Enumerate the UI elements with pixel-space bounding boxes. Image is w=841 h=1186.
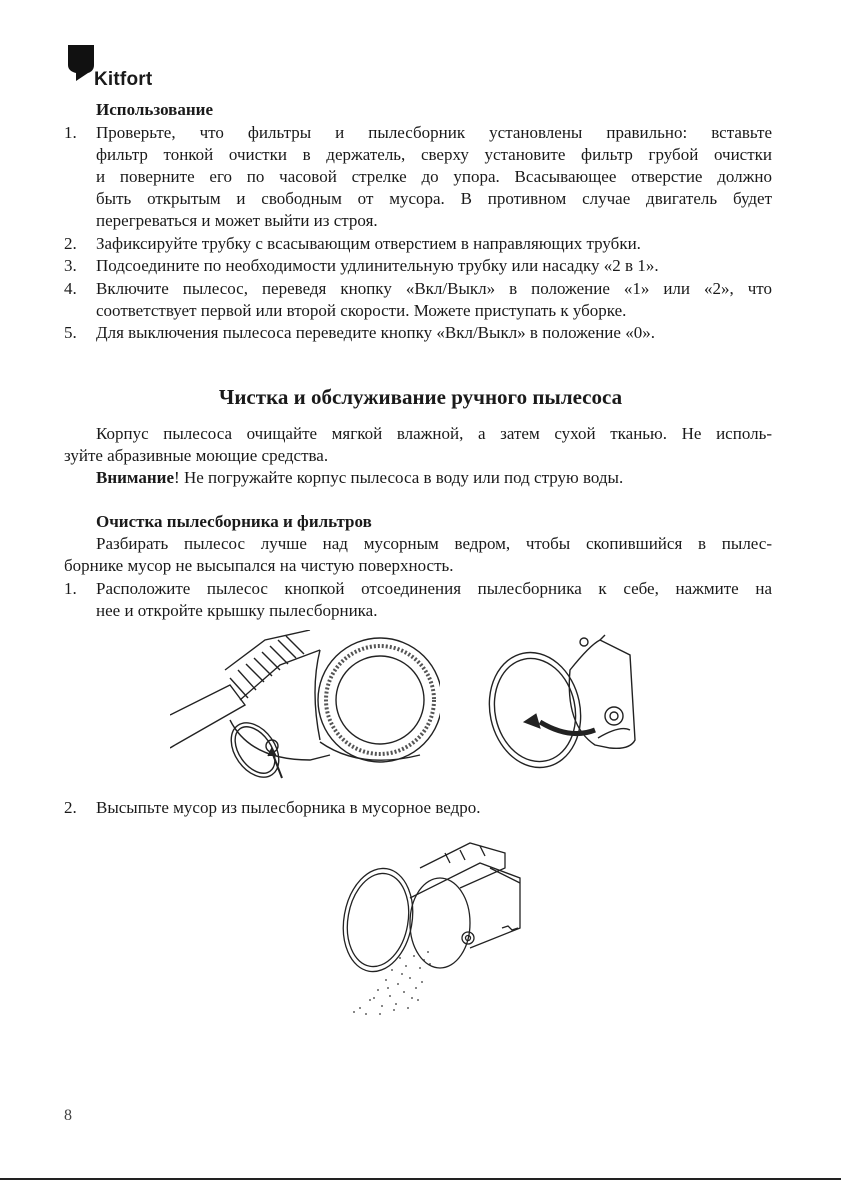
usage-item-line: Для выключения пылесоса переведите кнопку «Вкл/Выкл» в положение «0».	[96, 323, 655, 342]
usage-item-line: и поверните его по часовой стрелке до упора. Всасывающее отверстие должно	[96, 167, 772, 186]
dust-emptying-illustration	[330, 838, 530, 1018]
usage-item-line: Зафиксируйте трубку с всасывающим отверстием в направляющих трубки.	[96, 234, 641, 253]
paragraph-line: Корпус пылесоса очищайте мягкой влажной, а затем сухой тканью. Не исполь-	[96, 424, 772, 443]
step-number: 2.	[64, 798, 77, 817]
usage-item-number: 2.	[64, 234, 77, 253]
paragraph-line: борнике мусор не высыпался на чистую поверхность.	[64, 556, 454, 575]
brand-logo	[66, 43, 186, 95]
usage-item-line: перегреваться и может выйти из строя.	[96, 211, 378, 230]
usage-item-line: фильтр тонкой очистки в держатель, сверху установите фильтр грубой очистки	[96, 145, 772, 164]
brand-name: Kitfort	[94, 69, 153, 90]
warning-label: Внимание	[96, 468, 175, 487]
usage-item-line: быть открытым и свободным от мусора. В противном случае двигатель будет	[96, 189, 772, 208]
page-number: 8	[64, 1107, 72, 1124]
usage-item-number: 5.	[64, 323, 77, 342]
sub-heading: Очистка пылесборника и фильтров	[96, 512, 372, 531]
step-line: Расположите пылесос кнопкой отсоединения пылесборника к себе, нажмите на	[96, 579, 772, 598]
section-title: Чистка и обслуживание ручного пылесоса	[218, 385, 623, 409]
container-opening-illustration	[480, 630, 640, 785]
paragraph-line: Разбирать пылесос лучше над мусорным ведром, чтобы скопившийся в пылес-	[96, 534, 772, 553]
warning-text: ! Не погружайте корпус пылесоса в воду или под струю воды.	[174, 468, 624, 487]
usage-item-line: Подсоедините по необходимости удлинительную трубку или насадку «2 в 1».	[96, 256, 659, 275]
usage-heading: Использование	[96, 100, 213, 119]
footer-rule	[0, 1178, 841, 1180]
usage-item-number: 3.	[64, 256, 77, 275]
step-number: 1.	[64, 579, 77, 598]
step-line: Высыпьте мусор из пылесборника в мусорное ведро.	[96, 798, 481, 817]
usage-item-number: 4.	[64, 279, 77, 298]
usage-item-number: 1.	[64, 123, 77, 142]
paragraph-line: зуйте абразивные моющие средства.	[64, 446, 329, 465]
usage-item-line: Проверьте, что фильтры и пылесборник установлены правильно: вставьте	[96, 123, 772, 142]
step-line: нее и откройте крышку пылесборника.	[96, 601, 378, 620]
logo-mark-icon	[66, 43, 96, 83]
usage-item-line: Включите пылесос, переведя кнопку «Вкл/Выкл» в положение «1» или «2», что	[96, 279, 772, 298]
usage-item-line: соответствует первой или второй скорости. Можете приступать к уборке.	[96, 301, 627, 320]
vacuum-open-button-illustration	[170, 630, 440, 785]
warning-line	[96, 467, 623, 488]
